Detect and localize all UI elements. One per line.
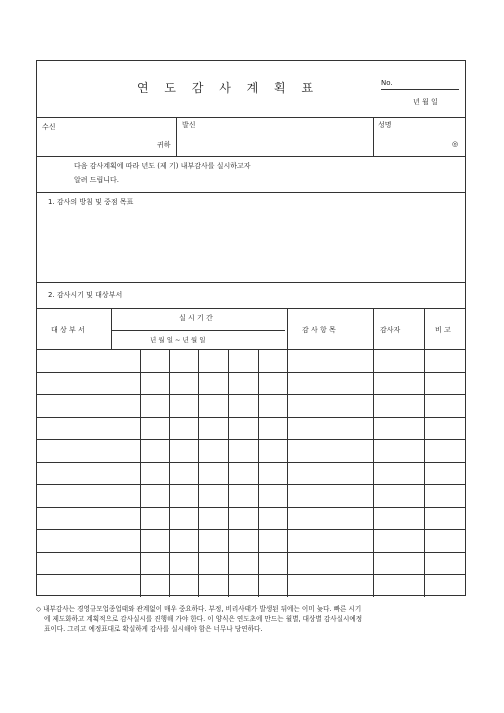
form-title: 연 도 감 사 계 획 표 (137, 81, 320, 95)
footnote (36, 604, 472, 634)
sender-label: 발신 (182, 121, 196, 129)
table-row-line (37, 552, 465, 553)
document-number-label: No. (381, 79, 393, 87)
col-header-items: 감 사 항 목 (302, 326, 336, 334)
col-divider-auditor (424, 308, 425, 597)
period-subcol-1 (140, 349, 141, 597)
table-row-line (37, 439, 465, 440)
table-row-line (37, 484, 465, 485)
footnote-line-2: 에 제도화하고 계획적으로 감사실시를 진행해 가야 한다. 이 양식은 연도초에 만드는 월별, 대상별 감사실시예정 (44, 615, 363, 623)
divider-targets-title (37, 308, 465, 309)
honorific-label: 귀하 (157, 141, 171, 149)
policy-section-title: 1. 감사의 방침 및 중점 목표 (48, 198, 134, 206)
table-header-bottom (37, 349, 465, 350)
period-subcol-3 (198, 349, 199, 597)
period-subcol-5 (258, 349, 259, 597)
recipient-label: 수신 (42, 123, 56, 131)
footnote-line-1: ◇ 내부감사는 경영규모업종업태와 관계없이 매우 중요하다. 부정, 비리사태가 발생된 뒤에는 이미 늦다. 빠른 시기 (36, 605, 362, 613)
audit-plan-form (36, 60, 466, 596)
table-row-line (37, 574, 465, 575)
col-header-auditor: 감사자 (380, 326, 401, 334)
col-divider-period (287, 308, 288, 597)
table-row-line (37, 417, 465, 418)
issue-date-label: 년 월 일 (413, 98, 438, 106)
notice-line-2: 알려 드립니다. (74, 176, 120, 184)
seal-icon: ◎ (452, 140, 459, 148)
footnote-line-3: 표이다. 그리고 예정표대로 확실하게 감사를 실시해야 함은 너무나 당연하다. (44, 625, 263, 633)
col-header-remarks: 비 고 (435, 326, 451, 334)
divider-recipient-sender (176, 117, 177, 156)
table-row-line (37, 372, 465, 373)
divider-notice (37, 192, 465, 193)
table-row-line (37, 529, 465, 530)
divider-policy (37, 282, 465, 283)
name-label: 성명 (378, 121, 392, 129)
table-row-line (37, 507, 465, 508)
divider-parties (37, 156, 465, 157)
col-header-period-range: 년 월 일 ~ 년 월 일 (150, 336, 206, 344)
divider-title (37, 117, 465, 118)
col-divider-items (373, 308, 374, 597)
targets-section-title: 2. 감사시기 및 대상부서 (48, 291, 123, 299)
notice-line-1: 다음 감사계획에 따라 년도 (제 기) 내부감사를 실시하고자 (74, 162, 251, 170)
period-subcol-4 (228, 349, 229, 597)
col-divider-department (111, 308, 112, 349)
col-header-department: 대 상 부 서 (51, 326, 85, 334)
table-row-line (37, 394, 465, 395)
divider-sender-name (373, 117, 374, 156)
document-number-line (381, 89, 459, 90)
period-header-divider (111, 330, 285, 331)
table-row-line (37, 462, 465, 463)
period-subcol-2 (169, 349, 170, 597)
col-header-period: 실 시 기 간 (179, 314, 213, 322)
